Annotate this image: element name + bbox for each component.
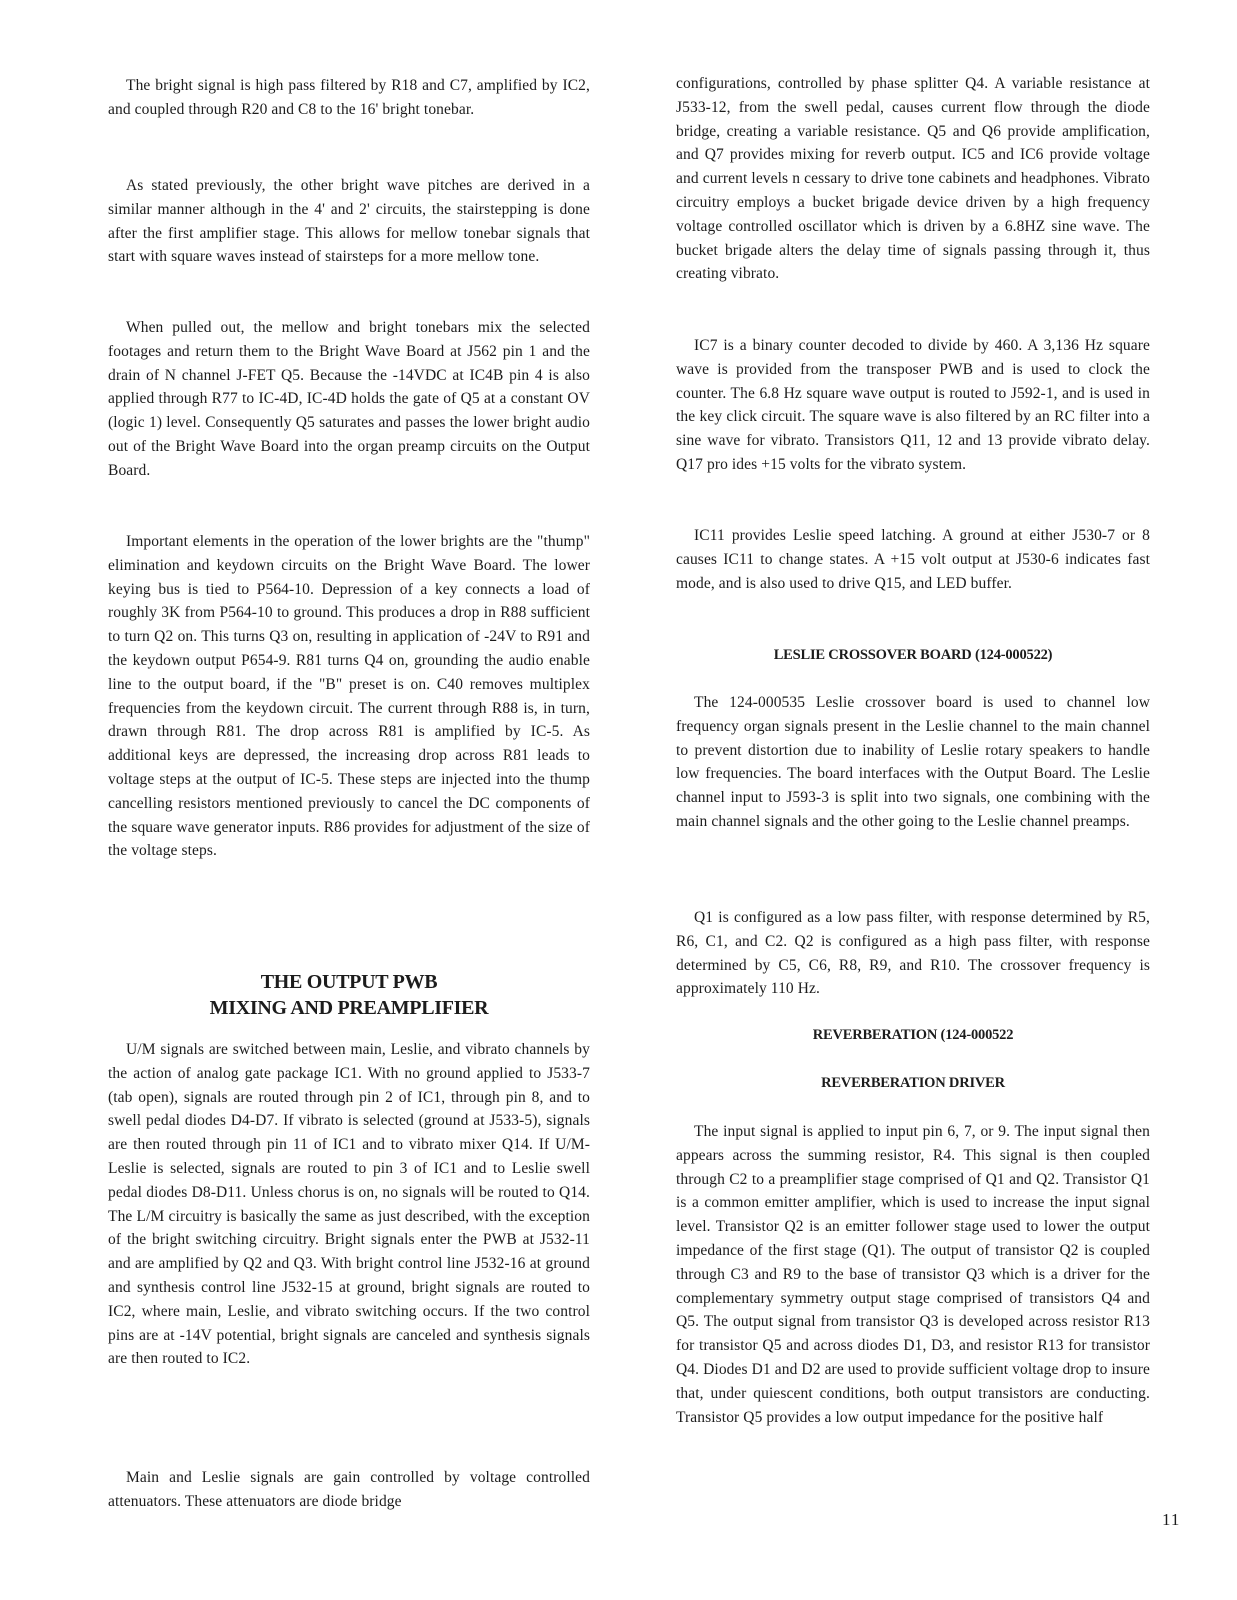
section-heading-output-pwb: THE OUTPUT PWB <box>260 971 438 993</box>
section-heading-leslie-crossover: LESLIE CROSSOVER BOARD (124-000522) <box>773 647 1053 663</box>
section-heading-mixing-preamplifier: MIXING AND PREAMPLIFIER <box>209 997 489 1019</box>
section-heading-reverberation: REVERBERATION (124-000522 <box>812 1027 1014 1043</box>
paragraph-thump-elimination: Important elements in the operation of the lower brights are the "thump" elimination and keydown circuits on the Bright Wave Board. The lower keying bus is tied to P564-10. Depression of a key connects a load of roughly 3K from P564-10 to ground. This produces a drop in R88 sufficient to turn Q2 on. This turns Q3 on, resulting in application of -24V to R91 and the keydown output P654-9. R81 turns Q4 on, grounding the audio enable line to the output board, if the "B" preset is on. C40 removes multiplex frequencies from the keydown circuit. The current through R88 is, in turn, drawn through R81. The drop across R81 is amplified by IC-5. As additional keys are depressed, the increasing drop across R81 leads to voltage steps at the output of IC-5. These steps are injected into the thump cancelling resistors mentioned previously to cancel the DC components of the square wave generator inputs. R86 provides for adjustment of the size of the voltage steps. <box>108 533 590 860</box>
paragraph-ic11-leslie-speed: IC11 provides Leslie speed latching. A ground at either J530-7 or 8 causes IC11 to change states. A +15 volt output at J530-6 indicates fast mode, and is also used to drive Q15, and LED buffer. <box>676 527 1150 592</box>
section-heading-reverberation-driver: REVERBERATION DRIVER <box>821 1075 1005 1091</box>
paragraph-um-signals: U/M signals are switched between main, Leslie, and vibrato channels by the action of analog gate package IC1. With no ground applied to J533-7 (tab open), signals are routed through pin 2 of IC1, through pin 8, and to swell pedal diodes D4-D7. If vibrato is selected (ground at J533-5), signals are then routed through pin 11 of IC1 and to vibrato mixer Q14. If U/M-Leslie is selected, signals are routed to pin 3 of IC1 and to Leslie swell pedal diodes D8-D11. Unless chorus is on, no signals will be routed to Q14. The L/M circuitry is basically the same as just described, with the exception of the bright switching circuitry. Bright signals enter the PWB at J532-11 and are amplified by Q2 and Q3. With bright control line J532-16 at ground and synthesis control line J532-15 at ground, bright signals are routed to IC2, where main, Leslie, and vibrato switching occurs. If the two control pins are at -14V potential, bright signals are canceled and synthesis signals are then routed to IC2. <box>108 1041 590 1368</box>
paragraph-ic7-counter: IC7 is a binary counter decoded to divide by 460. A 3,136 Hz square wave is provided from the transposer PWB and is used to clock the counter. The 6.8 Hz square wave output is routed to J592-1, and is used in the key click circuit. The square wave is also filtered by an RC filter into a sine wave for vibrato. Transistors Q11, 12 and 13 provide vibrato delay. Q17 pro ides +15 volts for the vibrato system. <box>676 337 1150 473</box>
page-number: 11 <box>1162 1510 1181 1529</box>
paragraph-bright-signal-filter: The bright signal is high pass filtered by R18 and C7, amplified by IC2, and coupled through R20 and C8 to the 16' bright tonebar. <box>108 77 590 118</box>
paragraph-bright-wave-pitches: As stated previously, the other bright wave pitches are derived in a similar manner although in the 4' and 2' circuits, the stairstepping is done after the first amplifier stage. This allows for mellow tonebar signals that start with square waves instead of stairsteps for a more mellow tone. <box>108 177 590 266</box>
paragraph-main-leslie-gain: Main and Leslie signals are gain controlled by voltage controlled attenuators. These attenuators are diode bridge <box>108 1469 590 1510</box>
paragraph-q1-low-pass: Q1 is configured as a low pass filter, with response determined by R5, R6, C1, and C2. Q2 is configured as a high pass filter, with response determined by C5, C6, R8, R9, and R10. The crossover frequency is approximately 110 Hz. <box>676 909 1150 998</box>
paragraph-diode-bridge-config: configurations, controlled by phase splitter Q4. A variable resistance at J533-12, from the swell pedal, causes current flow through the diode bridge, creating a variable resistance. Q5 and Q6 provide amplification, and Q7 provides mixing for reverb output. IC5 and IC6 provide voltage and current levels n cessary to drive tone cabinets and headphones. Vibrato circuitry employs a bucket brigade device driven by a high frequency voltage controlled oscillator which is driven by a 6.8HZ sine wave. The bucket brigade alters the delay time of signals passing through it, thus creating vibrato. <box>676 75 1150 283</box>
paragraph-reverb-input-signal: The input signal is applied to input pin 6, 7, or 9. The input signal then appears across the summing resistor, R4. This signal is then coupled through C2 to a preamplifier stage comprised of Q1 and Q2. Transistor Q1 is a common emitter amplifier, which is used to increase the input signal level. Transistor Q2 is an emitter follower stage used to lower the output impedance of the first stage (Q1). The output of transistor Q2 is coupled through C3 and R9 to the base of transistor Q3 which is a driver for the complementary symmetry output stage comprised of transistors Q4 and Q5. The output signal from transistor Q3 is developed across resistor R13 for transistor Q5 and across diodes D1, D3, and resistor R13 for transistor Q4. Diodes D1 and D2 are used to provide sufficient voltage drop to insure that, under quiescent conditions, both output transistors are conducting. Transistor Q5 provides a low output impedance for the positive half <box>676 1123 1150 1426</box>
paragraph-tonebars-mix: When pulled out, the mellow and bright tonebars mix the selected footages and return them to the Bright Wave Board at J562 pin 1 and the drain of N channel J-FET Q5. Because the -14VDC at IC4B pin 4 is also applied through R77 to IC-4D, IC-4D holds the gate of Q5 at a constant OV (logic 1) level. Consequently Q5 saturates and passes the lower bright audio out of the Bright Wave Board into the organ preamp circuits on the Output Board. <box>108 319 590 479</box>
paragraph-leslie-crossover-board: The 124-000535 Leslie crossover board is used to channel low frequency organ signals present in the Leslie channel to the main channel to prevent distortion due to inability of Leslie rotary speakers to handle low frequencies. The board interfaces with the Output Board. The Leslie channel input to J593-3 is split into two signals, one combining with the main channel signals and the other going to the Leslie channel preamps. <box>676 694 1150 830</box>
